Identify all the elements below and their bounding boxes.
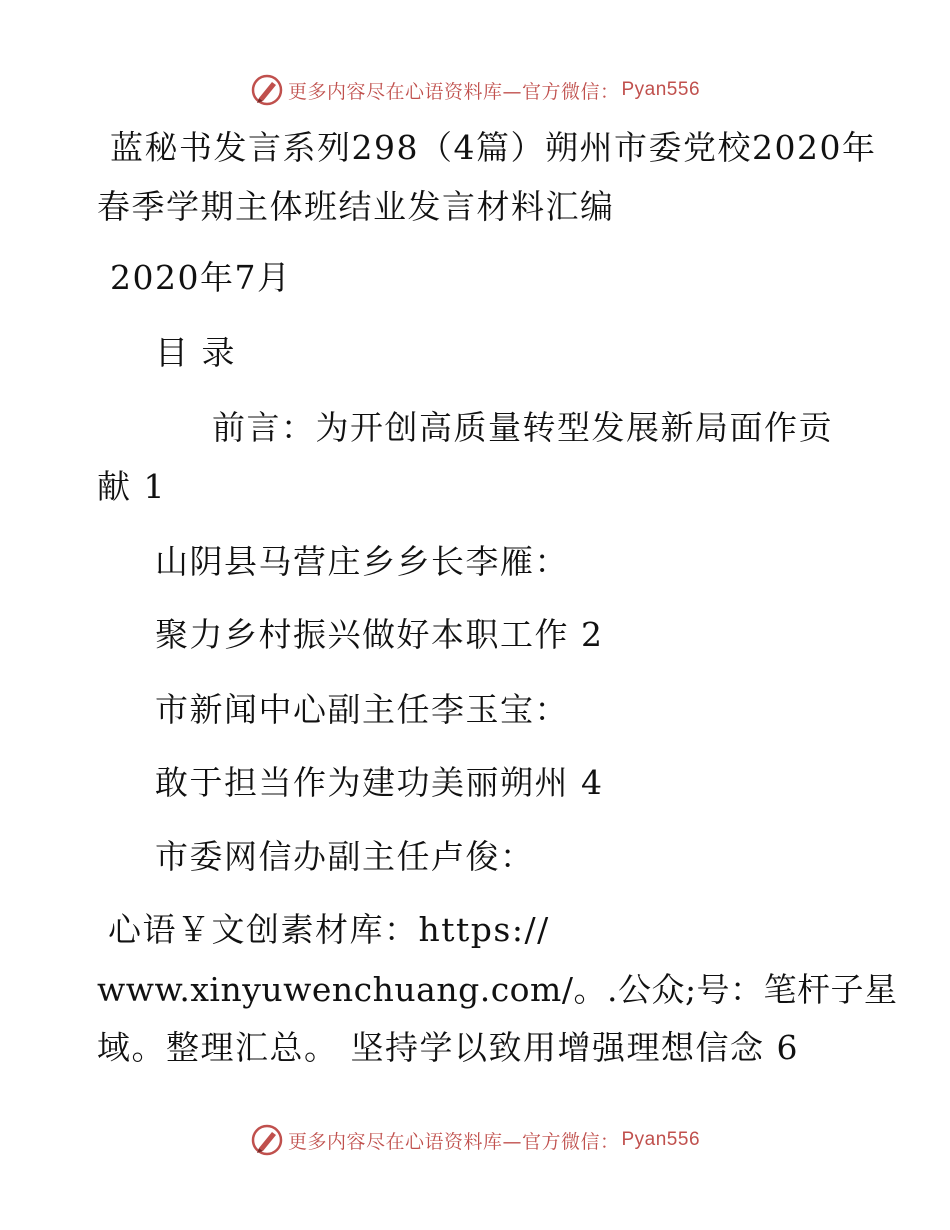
toc-item-2-speaker: 市新闻中心副主任李玉宝：: [155, 690, 569, 729]
toc-item-3-speaker: 市委网信办副主任卢俊：: [155, 837, 535, 876]
toc-heading: 目 录: [155, 333, 236, 372]
source-line-2: www.xinyuwenchuang.com/。.公众;号：笔杆子星: [97, 970, 898, 1009]
toc-preface-line-1: 前言：为开创高质量转型发展新局面作贡: [212, 408, 833, 447]
pen-logo-icon: [250, 73, 284, 107]
footer-watermark-banner: [0, 1120, 950, 1160]
header-watermark-banner: [0, 70, 950, 110]
toc-item-2-title: 敢于担当作为建功美丽朔州 4: [155, 763, 604, 802]
toc-item-1-speaker: 山阴县马营庄乡乡长李雁：: [155, 542, 569, 581]
banner-wechat-id: Pyan556: [621, 1129, 701, 1150]
document-date: 2020年7月: [110, 258, 292, 297]
toc-item-1-title: 聚力乡村振兴做好本职工作 2: [155, 615, 604, 654]
pen-logo-icon: [250, 1123, 284, 1157]
source-line-3: 域。整理汇总。 坚持学以致用增强理想信念 6: [97, 1028, 799, 1067]
banner-wechat-id: Pyan556: [621, 79, 701, 100]
toc-preface-line-2: 献 1: [97, 467, 166, 506]
banner-text: 更多内容尽在心语资料库—官方微信：: [287, 80, 620, 103]
banner-text: 更多内容尽在心语资料库—官方微信：: [287, 1130, 620, 1153]
document-title-line-2: 春季学期主体班结业发言材料汇编: [97, 187, 615, 226]
document-title-line-1: 蓝秘书发言系列298（4篇）朔州市委党校2020年: [110, 128, 877, 167]
source-line-1: 心语￥文创素材库：https://: [108, 910, 550, 949]
